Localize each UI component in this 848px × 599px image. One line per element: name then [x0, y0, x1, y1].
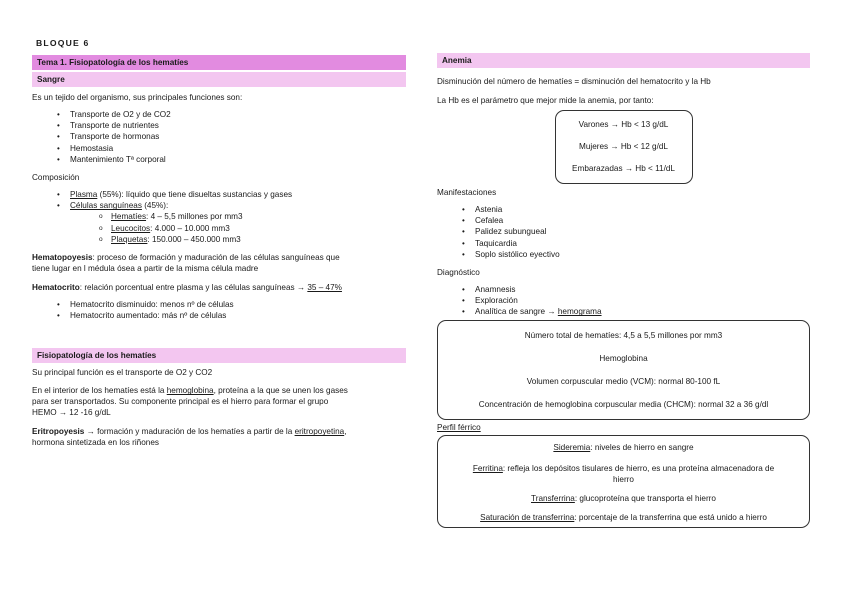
- list-item: • Hemostasia: [70, 143, 406, 154]
- hemograma-box: [437, 320, 810, 420]
- hematies-label: Hematíes: [111, 212, 147, 222]
- plasma-label: Plasma: [70, 190, 98, 200]
- list-item: [70, 189, 406, 200]
- list-item: • Hematocrito aumentado: más nº de células: [70, 310, 406, 321]
- diagnostico-list: [437, 284, 810, 318]
- list-item: [111, 223, 406, 234]
- sangre-intro: Es un tejido del organismo, sus principales funciones son:: [32, 93, 243, 102]
- section-header-fisiopatologia: Fisiopatología de los hematíes: [32, 348, 406, 363]
- ferritina-label: Ferritina: [472, 463, 503, 473]
- eritropoyesis-paragraph: [32, 426, 406, 437]
- hematopoyesis-label: Hematopoyesis: [32, 253, 93, 263]
- ferritina-line: [444, 463, 803, 474]
- list-item: • Cefalea: [475, 215, 810, 226]
- hematocrito-list: [32, 299, 406, 321]
- composition-list: [32, 189, 406, 245]
- list-item: • Transporte de nutrientes: [70, 120, 406, 131]
- fisio-p2-line2: para ser transportados. Su componente principal es el hierro para formar el grupo: [32, 397, 329, 407]
- ferritina-line2: hierro: [613, 474, 634, 484]
- hemoglobina-term: hemoglobina: [166, 386, 214, 396]
- right-column: [437, 53, 810, 528]
- hb-value: Embarazadas → Hb < 11/dL: [572, 164, 675, 173]
- hematopoyesis-paragraph: [32, 252, 406, 263]
- composicion-title: Composición: [32, 173, 80, 183]
- list-item: • Hematocrito disminuido: menos nº de células: [70, 299, 406, 310]
- ferritina-text: : refleja los depósitos tisulares de hierro, es una proteína almacenadora de: [502, 463, 775, 473]
- hb-value: Mujeres → Hb < 12 g/dL: [579, 142, 668, 151]
- hemograma-item: Hemoglobina: [599, 353, 648, 363]
- sideremia-label: Sideremia: [553, 442, 591, 452]
- block-title: BLOQUE 6: [36, 38, 90, 48]
- functions-list: [32, 109, 406, 165]
- eritro-label: Eritropoyesis: [32, 427, 85, 437]
- list-item: • Transporte de O2 y de CO2: [70, 109, 406, 120]
- diagnostico-title: Diagnóstico: [437, 268, 480, 278]
- manifestaciones-title: Manifestaciones: [437, 188, 497, 197]
- transferrina-label: Transferrina: [531, 493, 575, 503]
- leucocitos-label: Leucocitos: [111, 223, 151, 233]
- hematocrito-text: : relación porcentual entre plasma y las células sanguíneas →: [79, 283, 308, 293]
- hemograma-item: Volumen corpuscular medio (VCM): normal 80-100 fL: [526, 376, 721, 386]
- anemia-hb: La Hb es el parámetro que mejor mide la anemia, por tanto:: [437, 96, 654, 105]
- plaquetas-label: Plaquetas: [111, 234, 148, 244]
- eritro-line2: hormona sintetizada en los riñones: [32, 438, 159, 448]
- list-item: • Mantenimiento Tª corporal: [70, 154, 406, 165]
- list-item: [70, 200, 406, 245]
- hematocrito-range: 35 – 47%: [307, 283, 342, 293]
- hb-thresholds-box: [555, 110, 693, 184]
- list-item: • Transporte de hormonas: [70, 131, 406, 142]
- fisio-p2-line3: HEMO → 12 -16 g/dL: [32, 408, 111, 418]
- eritro-tail: ,: [344, 427, 347, 437]
- hemograma-item: Concentración de hemoglobina corpuscular media (CHCM): normal 32 a 36 g/dl: [478, 399, 769, 409]
- eritro-text: → formación y maduración de los hematíes a partir de la: [84, 427, 295, 437]
- section-header-sangre: Sangre: [32, 72, 406, 87]
- topic-header: Tema 1. Fisiopatología de los hematíes: [32, 55, 406, 70]
- saturacion-text: : porcentaje de la transferrina que está unido a hierro: [574, 512, 767, 522]
- hematopoyesis-text: : proceso de formación y maduración de las células sanguíneas que: [92, 253, 340, 263]
- fisio-line: Su principal función es el transporte de O2 y CO2: [32, 368, 213, 378]
- plaquetas-text: : 150.000 – 450.000 mm3: [147, 234, 241, 244]
- saturacion-line: [444, 512, 803, 523]
- transferrina-text: : glucoproteína que transporta el hierro: [574, 493, 716, 503]
- analitica-text: Analítica de sangre →: [475, 307, 558, 317]
- saturacion-label: Saturación de transferrina: [480, 512, 575, 522]
- list-item: • Taquicardia: [475, 238, 810, 249]
- cell-types-list: [70, 211, 406, 245]
- sideremia-text: : niveles de hierro en sangre: [590, 442, 694, 452]
- celulas-label: Células sanguíneas: [70, 201, 142, 211]
- hb-value: Varones → Hb < 13 g/dL: [578, 120, 669, 129]
- hematocrito-paragraph: [32, 282, 406, 293]
- list-item: [111, 234, 406, 245]
- list-item: • Astenia: [475, 204, 810, 215]
- list-item: [475, 306, 810, 317]
- hemograma-term: hemograma: [557, 307, 602, 317]
- perfil-ferrico-title: Perfil férrico: [437, 422, 481, 432]
- celulas-text: (45%):: [141, 201, 169, 211]
- list-item: • Exploración: [475, 295, 810, 306]
- sideremia-line: [444, 441, 803, 454]
- hematopoyesis-line2: tiene lugar en l médula ósea a partir de la misma célula madre: [32, 264, 259, 274]
- plasma-text: (55%): líquido que tiene disueltas sustancias y gases: [97, 190, 293, 200]
- transferrina-line: [444, 493, 803, 504]
- list-item: • Palidez subungueal: [475, 226, 810, 237]
- manifestaciones-list: [437, 204, 810, 260]
- list-item: • Anamnesis: [475, 284, 810, 295]
- fisio-p2-b: , proteína a la que se unen los gases: [213, 386, 348, 396]
- hematocrito-label: Hematocrito: [32, 283, 80, 293]
- anemia-definition: Disminución del número de hematíes = disminución del hematocrito y la Hb: [437, 77, 711, 86]
- left-column: [32, 55, 406, 448]
- leucocitos-text: : 4.000 – 10.000 mm3: [150, 223, 230, 233]
- section-header-anemia: Anemia: [437, 53, 810, 68]
- list-item: • Soplo sistólico eyectivo: [475, 249, 810, 260]
- eritropoyetina-term: eritropoyetina: [294, 427, 345, 437]
- fisio-p2-a: En el interior de los hematíes está la: [32, 386, 167, 396]
- hemoglobina-paragraph: [32, 385, 406, 396]
- list-item: [111, 211, 406, 222]
- hematies-text: : 4 – 5,5 millones por mm3: [146, 212, 243, 222]
- perfil-ferrico-box: [437, 435, 810, 528]
- hemograma-item: Número total de hematíes: 4,5 a 5,5 millones por mm3: [524, 330, 723, 340]
